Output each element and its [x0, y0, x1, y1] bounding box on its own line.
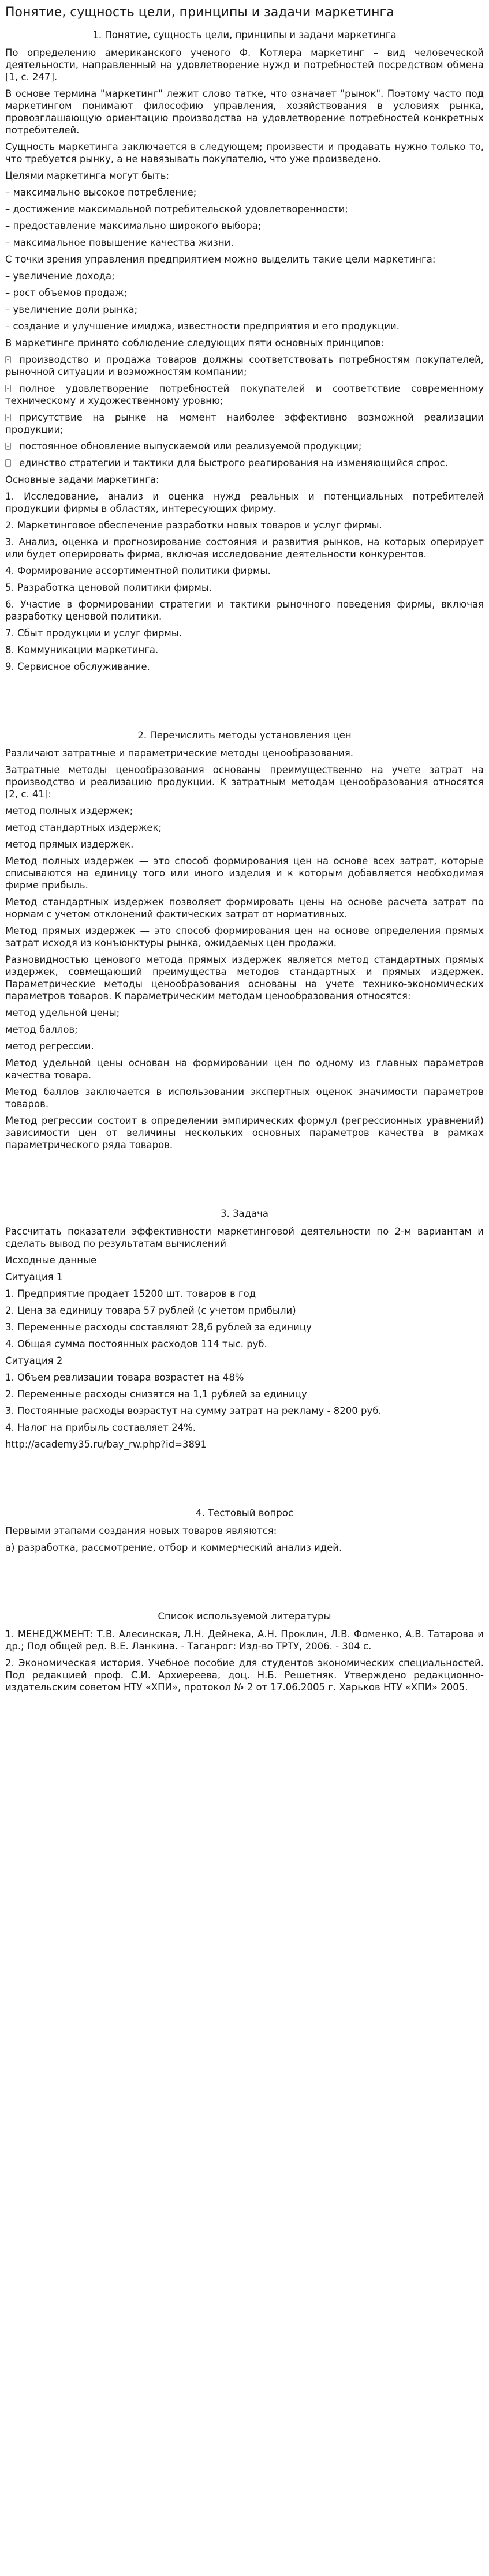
task-item: 1. Исследование, анализ и оценка нужд реальных и потенциальных потребителей продукции фирмы в областях, интересующих фирму. — [5, 491, 484, 514]
paragraph: Рассчитать показатели эффективности маркетинговой деятельности по 2-м вариантам и сделать вывод по результатам вычислений — [5, 1226, 484, 1249]
situation-item: 1. Объем реализации товара возрастет на 48% — [5, 1372, 244, 1383]
mgmt-intro: С точки зрения управления предприятием можно выделить такие цели маркетинга: — [5, 254, 436, 265]
bullet-glyph-icon — [5, 356, 11, 363]
bullet-glyph-icon — [5, 414, 11, 421]
list-item: – рост объемов продаж; — [5, 287, 127, 298]
principle-item — [5, 383, 484, 407]
list-item: – максимально высокое потребление; — [5, 187, 197, 198]
list-item: – достижение максимальной потребительской удовлетворенности; — [5, 204, 348, 215]
section-4-heading: 4. Тестовый вопрос — [196, 1508, 293, 1518]
situation-item: 3. Постоянные расходы возрастут на сумму затрат на рекламу - 8200 руб. — [5, 1405, 382, 1416]
paragraph: Первыми этапами создания новых товаров являются: — [5, 1525, 277, 1536]
method-item: метод удельной цены; — [5, 1007, 120, 1018]
task-item: 2. Маркетинговое обеспечение разработки новых товаров и услуг фирмы. — [5, 520, 382, 531]
principle-item — [5, 411, 484, 436]
section-1-heading: 1. Понятие, сущность цели, принципы и задачи маркетинга — [92, 29, 397, 40]
task-item: 5. Разработка ценовой политики фирмы. — [5, 582, 212, 593]
reference-item: 2. Экономическая история. Учебное пособие для студентов экономических специальностей. Под редакцией проф. С.И. Архиереева, доц. Н.Б. Решетняк. Утверждено редакционно-издательским советом НТУ «ХПИ», протокол № 2 от 17.06.2005 г. Харьков НТУ «ХПИ» 2005. — [5, 1658, 484, 1693]
paragraph: Разновидностью ценового метода прямых издержек является метод стандартных прямых издержек, совмещающий преимущества методов стандартных и прямых издержек. Параметрические методы ценообразования основаны на учете технико-экономических параметров товаров. К параметрическим методам ценообразования относятся: — [5, 954, 484, 1002]
section-3-heading: 3. Задача — [220, 1208, 269, 1219]
paragraph: В основе термина "маркетинг" лежит слово татке, что означает "рынок". Поэтому часто под маркетингом понимают философию управления, хозяйствования в условиях рынка, провозглашающую ориентацию производства на удовлетворение потребностей конкретных потребителей. — [5, 88, 484, 136]
page-title: Понятие, сущность цели, принципы и задачи маркетинга — [5, 5, 394, 20]
section-2-heading: 2. Перечислить методы установления цен — [137, 730, 352, 741]
list-item: – увеличение дохода; — [5, 271, 115, 282]
situation-item: 3. Переменные расходы составляют 28,6 рублей за единицу — [5, 1322, 312, 1333]
method-item: метод регрессии. — [5, 1041, 94, 1052]
tasks-intro: Основные задачи маркетинга: — [5, 474, 159, 485]
principle-text: постоянное обновление выпускаемой или реализуемой продукции; — [19, 441, 362, 452]
paragraph: Метод удельной цены основан на формировании цен по одному из главных параметров качества товара. — [5, 1058, 484, 1081]
bullet-glyph-icon — [5, 443, 11, 450]
situation-item: 4. Общая сумма постоянных расходов 114 тыс. руб. — [5, 1338, 267, 1349]
answer: а) разработка, рассмотрение, отбор и коммерческий анализ идей. — [5, 1542, 342, 1553]
task-item: 8. Коммуникации маркетинга. — [5, 644, 159, 655]
method-item: метод баллов; — [5, 1024, 78, 1035]
task-item: 9. Сервисное обслуживание. — [5, 661, 150, 672]
data-title: Исходные данные — [5, 1255, 97, 1266]
situation-2-label: Ситуация 2 — [5, 1355, 63, 1366]
document — [5, 0, 484, 1698]
situation-item: 4. Налог на прибыль составляет 24%. — [5, 1422, 196, 1433]
situation-item: 1. Предприятие продает 15200 шт. товаров в год — [5, 1288, 256, 1299]
paragraph: Затратные методы ценообразования основаны преимущественно на учете затрат на производство и реализацию продукции. К затратным методам ценообразования относятся [2, с. 41]: — [5, 764, 484, 800]
paragraph: Сущность маркетинга заключается в следующем; произвести и продавать нужно только то, что требуется рынку, а не навязывать покупателю, что уже произведено. — [5, 141, 484, 164]
method-item: метод прямых издержек. — [5, 839, 134, 850]
paragraph: Различают затратные и параметрические методы ценообразования. — [5, 748, 354, 759]
references-heading: Список используемой литературы — [158, 1611, 331, 1622]
principle-item — [5, 457, 484, 469]
principle-text: производство и продажа товаров должны соответствовать потребностям покупателей, рыночной ситуации и возможностям компании; — [5, 354, 484, 377]
principles-intro: В маркетинге принято соблюдение следующих пяти основных принципов: — [5, 338, 385, 348]
principle-text: присутствие на рынке на момент наиболее эффективно возможной реализации продукции; — [5, 412, 484, 435]
situation-item: 2. Переменные расходы снизятся на 1,1 рублей за единицу — [5, 1389, 307, 1400]
paragraph: Метод прямых издержек — это способ формирования цен на основе определения прямых затрат исходя из конъюнктуры рынка, ожидаемых цен продажи. — [5, 925, 484, 948]
bullet-glyph-icon — [5, 459, 11, 467]
list-item: – предоставление максимально широкого выбора; — [5, 220, 262, 231]
paragraph: По определению американского ученого Ф. Котлера маркетинг – вид человеческой деятельности, направленный на удовлетворение нужд и потребностей посредством обмена [1, с. 247]. — [5, 47, 484, 83]
method-item: метод полных издержек; — [5, 805, 133, 816]
list-item: – создание и улучшение имиджа, известности предприятия и его продукции. — [5, 321, 400, 332]
task-item: 3. Анализ, оценка и прогнозирование состояния и развития рынков, на которых оперирует или будет оперировать фирма, включая исследование деятельности конкурентов. — [5, 537, 484, 560]
method-item: метод стандартных издержек; — [5, 822, 162, 833]
paragraph: Метод стандартных издержек позволяет формировать цены на основе расчета затрат по нормам с учетом отклонений фактических затрат от нормативных. — [5, 897, 484, 920]
principle-item — [5, 440, 484, 452]
source-url-text: http://academy35.ru/bay_rw.php?id=3891 — [5, 1439, 207, 1450]
list-item: – увеличение доли рынка; — [5, 304, 138, 315]
situation-1-label: Ситуация 1 — [5, 1272, 63, 1283]
list-item: – максимальное повышение качества жизни. — [5, 237, 234, 248]
task-item: 6. Участие в формировании стратегии и тактики рыночного поведения фирмы, включая разработку ценовой политики. — [5, 599, 484, 622]
paragraph: Метод регрессии состоит в определении эмпирических формул (регрессионных уравнений) зависимости цен от величины нескольких основных параметров качества в рамках параметрического ряда товаров. — [5, 1115, 484, 1150]
task-item: 4. Формирование ассортиментной политики фирмы. — [5, 565, 271, 576]
task-item: 7. Сбыт продукции и услуг фирмы. — [5, 628, 182, 639]
paragraph: Метод баллов заключается в использовании экспертных оценок значимости параметров товаров. — [5, 1086, 484, 1109]
bullet-glyph-icon — [5, 385, 11, 392]
goals-intro: Целями маркетинга могут быть: — [5, 170, 170, 181]
situation-item: 2. Цена за единицу товара 57 рублей (с учетом прибыли) — [5, 1305, 296, 1316]
principle-item — [5, 354, 484, 378]
principle-text: полное удовлетворение потребностей покупателей и соответствие современному техническому и художественному уровню; — [5, 383, 484, 406]
paragraph: Метод полных издержек — это способ формирования цен на основе всех затрат, которые списываются на единицу того или иного изделия и к которым добавляется необходимая фирме прибыль. — [5, 856, 484, 891]
reference-item: 1. МЕНЕДЖМЕНТ: Т.В. Алесинская, Л.Н. Дейнека, А.Н. Проклин, Л.В. Фоменко, А.В. Татарова и др.; Под общей ред. В.Е. Ланкина. - Таганрог: Изд-во ТРТУ, 2006. - 304 с. — [5, 1629, 484, 1652]
principle-text: единство стратегии и тактики для быстрого реагирования на изменяющийся спрос. — [19, 458, 448, 468]
